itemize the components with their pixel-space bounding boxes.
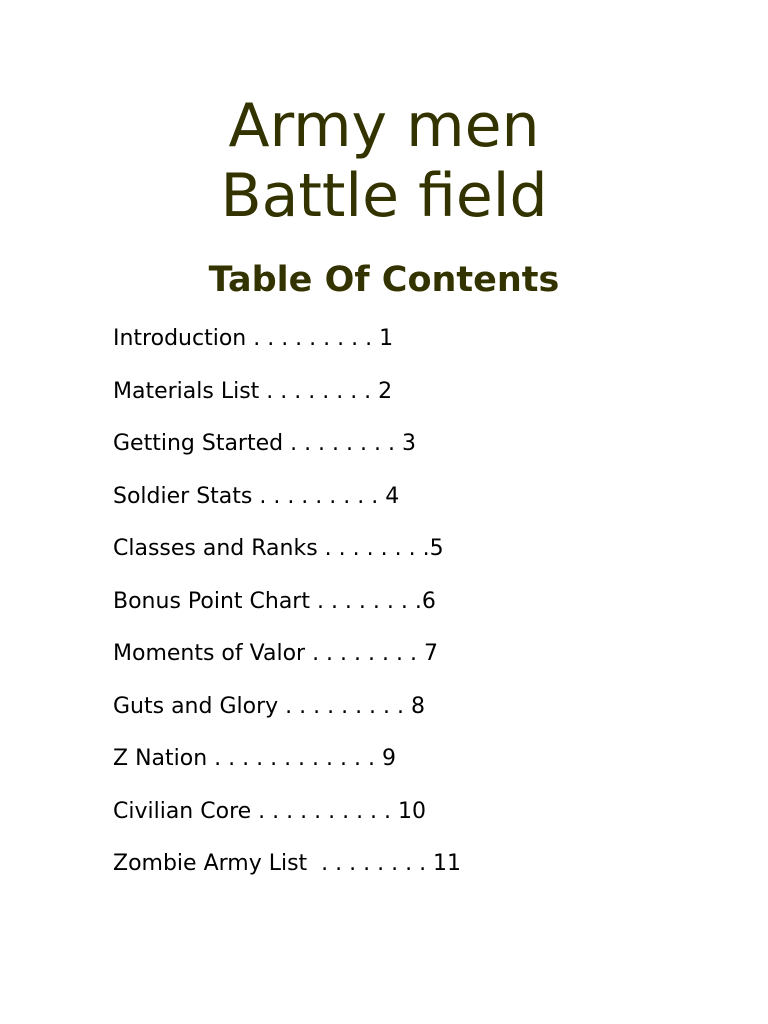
toc-entry-zombie-army-list: Zombie Army List . . . . . . . . 11	[113, 851, 462, 876]
table-of-contents-list	[113, 322, 461, 900]
toc-entry-civilian-core: Civilian Core . . . . . . . . . . 10	[113, 798, 427, 824]
toc-entry-guts-and-glory: Guts and Glory . . . . . . . . . 8	[113, 693, 426, 719]
document-title-line-2: Battle field	[220, 161, 548, 231]
toc-entry-moments-of-valor: Moments of Valor . . . . . . . . 7	[113, 641, 438, 666]
toc-entry-bonus-point-chart: Bonus Point Chart . . . . . . . .6	[113, 588, 436, 614]
table-of-contents-heading: Table Of Contents	[208, 260, 560, 300]
toc-entry-introduction: Introduction . . . . . . . . . 1	[113, 326, 394, 351]
document-title-line-1: Army men	[228, 91, 540, 161]
toc-entry-classes-and-ranks: Classes and Ranks . . . . . . . .5	[113, 536, 444, 561]
toc-entry-z-nation: Z Nation . . . . . . . . . . . . 9	[113, 746, 396, 771]
toc-entry-materials-list: Materials List . . . . . . . . 2	[113, 378, 393, 404]
toc-entry-getting-started: Getting Started . . . . . . . . 3	[113, 431, 416, 456]
toc-entry-soldier-stats: Soldier Stats . . . . . . . . . 4	[113, 483, 400, 509]
